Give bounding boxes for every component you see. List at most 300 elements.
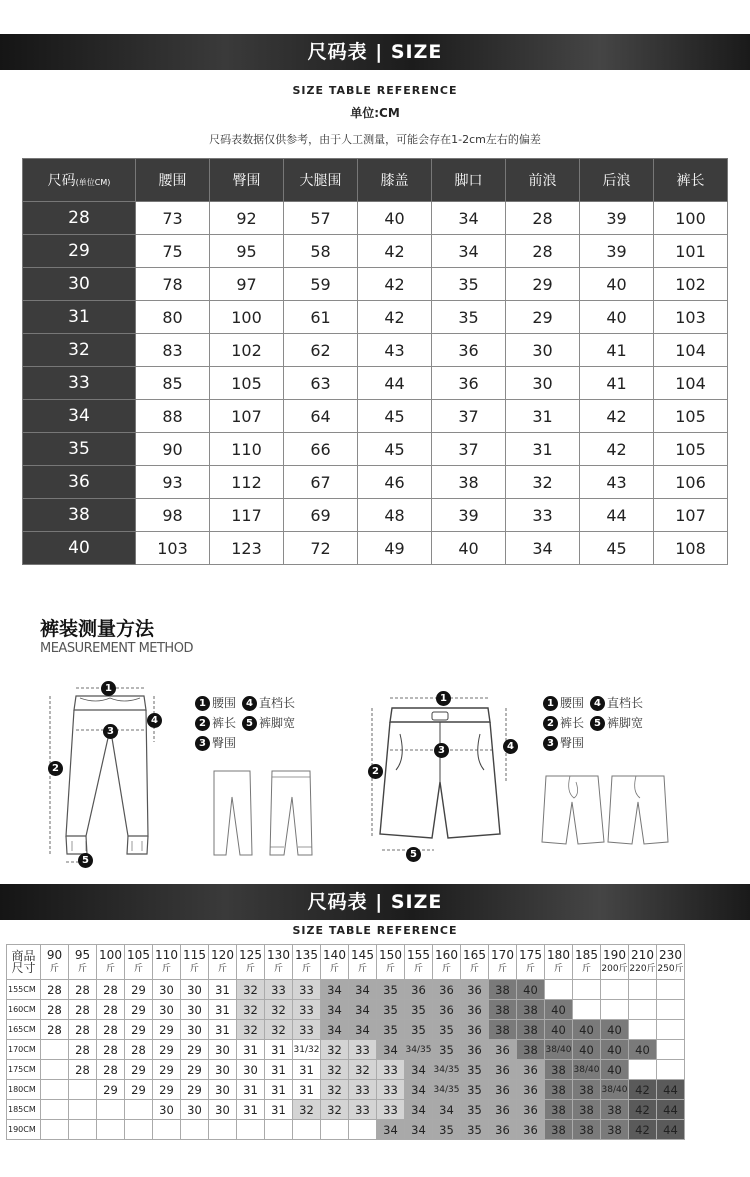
grid-cell: 28 [97,1060,125,1080]
size-table-cell: 36 [432,334,506,367]
size-table-cell: 45 [358,433,432,466]
grid-cell [69,1100,97,1120]
legend-text: 裤脚宽 [259,716,296,730]
size-table-cell: 40 [358,202,432,235]
grid-cell: 32 [293,1100,321,1120]
grid-cell: 35 [433,1040,461,1060]
grid-cell: 34 [349,1020,377,1040]
shorts-sketches [540,768,670,848]
size-table-cell: 39 [580,235,654,268]
size-table-cell: 98 [136,499,210,532]
weight-unit: 斤 [245,964,255,974]
size-table-cell: 39 [580,202,654,235]
grid-weight-header [265,945,293,980]
grid-corner-header [7,945,41,980]
weight-unit: 斤 [553,964,563,974]
grid-cell: 38 [489,1000,517,1020]
legend-text: 腰围 [560,696,585,710]
legend-number-badge: 4 [590,696,605,711]
grid-cell: 34/35 [433,1080,461,1100]
grid-cell: 28 [69,980,97,1000]
grid-cell: 38 [489,980,517,1000]
grid-cell: 33 [377,1080,405,1100]
grid-cell [69,1080,97,1100]
grid-header [7,945,685,980]
size-table-cell: 100 [654,202,728,235]
size-label: 29 [23,235,136,268]
legend-text: 直档长 [607,696,644,710]
size-table-reference-bottom: SIZE TABLE REFERENCE [292,924,458,937]
grid-cell: 36 [461,1000,489,1020]
legend-text: 裤长 [212,716,237,730]
size-table-cell: 30 [506,367,580,400]
grid-cell: 42 [629,1100,657,1120]
weight-unit: 200斤 [601,964,628,974]
grid-cell: 38 [601,1100,629,1120]
size-table-cell: 46 [358,466,432,499]
grid-cell: 34 [349,1000,377,1020]
size-table-row [23,334,728,367]
grid-weight-header [517,945,545,980]
grid-cell: 28 [69,1060,97,1080]
grid-cell: 40 [629,1040,657,1060]
grid-weight-header [461,945,489,980]
size-table-cell: 44 [358,367,432,400]
grid-cell [181,1120,209,1140]
size-table-row [23,367,728,400]
grid-cell: 30 [153,1000,181,1020]
unit-label: 单位:CM [350,106,400,120]
grid-cell: 34 [349,980,377,1000]
legend-number-badge: 2 [543,716,558,731]
size-table-column-header: 前浪 [506,159,580,202]
grid-cell: 30 [209,1060,237,1080]
grid-weight-header [601,945,629,980]
measurement-note: 尺码表数据仅供参考，由于人工测量，可能会存在1-2cm左右的偏差 [209,133,541,146]
grid-cell: 44 [657,1100,685,1120]
marker-4-shorts: 4 [503,739,518,754]
grid-cell: 29 [125,1080,153,1100]
legend-number-badge: 5 [242,716,257,731]
grid-cell: 40 [545,1020,573,1040]
grid-cell: 40 [573,1040,601,1060]
size-table-reference: SIZE TABLE REFERENCE [292,84,458,97]
grid-cell: 40 [517,980,545,1000]
grid-row [7,1080,685,1100]
weight-unit: 斤 [581,964,591,974]
size-table-cell: 62 [284,334,358,367]
grid-cell: 33 [377,1100,405,1120]
grid-cell: 33 [349,1040,377,1060]
grid-cell: 38 [573,1080,601,1100]
grid-cell: 42 [629,1120,657,1140]
size-table-cell: 28 [506,235,580,268]
size-table-column-header: 臀围 [210,159,284,202]
size-table-cell: 42 [580,433,654,466]
legend-number-badge: 4 [242,696,257,711]
grid-cell: 28 [97,1040,125,1060]
grid-cell: 44 [657,1120,685,1140]
size-table-cell: 61 [284,301,358,334]
grid-cell [657,980,685,1000]
size-table-cell: 80 [136,301,210,334]
grid-cell: 33 [349,1080,377,1100]
grid-cell: 31 [265,1060,293,1080]
grid-cell: 28 [41,1020,69,1040]
weight-value: 125 [239,948,262,962]
grid-weight-header [293,945,321,980]
size-table-column-header: 裤长 [654,159,728,202]
weight-unit: 斤 [301,964,311,974]
size-table-cell: 102 [210,334,284,367]
grid-cell: 36 [405,980,433,1000]
grid-cell: 34 [405,1120,433,1140]
marker-1-shorts: 1 [436,691,451,706]
grid-cell [41,1080,69,1100]
grid-cell: 34 [377,1040,405,1060]
legend-text: 直档长 [259,696,296,710]
grid-weight-header [433,945,461,980]
legend-long-pants [195,693,301,753]
size-table-column-header: 后浪 [580,159,654,202]
grid-cell: 31 [293,1060,321,1080]
shorts-diagram [360,688,520,868]
legend-number-badge: 1 [543,696,558,711]
grid-cell: 30 [181,980,209,1000]
size-table-cell: 45 [358,400,432,433]
grid-weight-header [629,945,657,980]
grid-cell [657,1040,685,1060]
grid-cell: 29 [125,980,153,1000]
weight-unit: 斤 [105,964,115,974]
size-table-cell: 103 [136,532,210,565]
height-weight-grid [6,944,685,1140]
grid-weight-header [489,945,517,980]
size-table-cell: 112 [210,466,284,499]
weight-unit: 斤 [469,964,479,974]
grid-cell: 29 [153,1080,181,1100]
grid-cell: 32 [349,1060,377,1080]
legend-text: 臀围 [212,736,237,750]
grid-cell [629,980,657,1000]
grid-cell: 38 [517,1020,545,1040]
grid-cell: 36 [517,1060,545,1080]
grid-cell: 30 [181,1100,209,1120]
size-banner-bottom: 尺码表 | SIZE [0,884,750,920]
legend-number-badge: 3 [543,736,558,751]
grid-cell: 31 [265,1040,293,1060]
weight-value: 135 [295,948,318,962]
size-table-column-header: 膝盖 [358,159,432,202]
grid-cell: 32 [237,980,265,1000]
weight-unit: 斤 [525,964,535,974]
weight-value: 155 [407,948,430,962]
grid-cell: 42 [629,1080,657,1100]
grid-cell [601,1000,629,1020]
legend-item [543,716,584,730]
size-table-row [23,268,728,301]
weight-unit: 斤 [413,964,423,974]
size-table-cell: 97 [210,268,284,301]
grid-cell: 35 [461,1060,489,1080]
weight-unit: 斤 [161,964,171,974]
marker-2-long: 2 [48,761,63,776]
weight-unit: 220斤 [629,964,656,974]
size-table-cell: 38 [432,466,506,499]
marker-5-long: 5 [78,853,93,868]
grid-height-label: 185CM [7,1100,41,1120]
legend-item [195,716,236,730]
grid-cell [629,1060,657,1080]
size-table-cell: 107 [210,400,284,433]
weight-value: 165 [463,948,486,962]
grid-cell: 29 [125,1060,153,1080]
grid-weight-header [657,945,685,980]
grid-cell: 31 [293,1080,321,1100]
size-table-cell: 92 [210,202,284,235]
grid-row [7,1040,685,1060]
weight-unit: 斤 [189,964,199,974]
grid-weight-header [377,945,405,980]
size-table-cell: 34 [432,235,506,268]
grid-height-label: 190CM [7,1120,41,1140]
grid-cell: 30 [181,1000,209,1020]
grid-cell: 36 [433,980,461,1000]
grid-cell: 28 [41,980,69,1000]
legend-item [195,696,236,710]
grid-cell: 36 [461,980,489,1000]
grid-cell: 40 [601,1060,629,1080]
legend-text: 裤长 [560,716,585,730]
grid-row [7,1100,685,1120]
weight-unit: 斤 [385,964,395,974]
size-table-cell: 108 [654,532,728,565]
size-table-cell: 107 [654,499,728,532]
grid-cell [153,1120,181,1140]
grid-cell: 40 [601,1020,629,1040]
size-table-cell: 66 [284,433,358,466]
size-table-cell: 43 [358,334,432,367]
size-table-cell: 31 [506,433,580,466]
size-table-cell: 67 [284,466,358,499]
grid-cell [237,1120,265,1140]
grid-cell: 28 [97,980,125,1000]
size-table-cell: 104 [654,334,728,367]
grid-cell: 36 [517,1120,545,1140]
grid-cell: 28 [69,1000,97,1020]
grid-cell: 35 [377,1000,405,1020]
measurement-subtitle: MEASUREMENT METHOD [40,641,193,656]
grid-cell [97,1100,125,1120]
size-table-cell: 35 [432,268,506,301]
size-table-cell: 31 [506,400,580,433]
grid-cell: 35 [461,1120,489,1140]
size-label: 40 [23,532,136,565]
grid-cell: 31 [209,1000,237,1020]
grid-cell: 38 [573,1100,601,1120]
grid-cell: 30 [209,1040,237,1060]
grid-cell: 40 [545,1000,573,1020]
grid-weight-header [153,945,181,980]
weight-value: 170 [491,948,514,962]
size-table-cell: 43 [580,466,654,499]
grid-cell: 29 [125,1000,153,1020]
size-table-cell: 102 [654,268,728,301]
size-table-cell: 83 [136,334,210,367]
weight-value: 210 [631,948,654,962]
legend-text: 臀围 [560,736,585,750]
grid-cell: 34 [405,1100,433,1120]
size-table-cell: 41 [580,367,654,400]
grid-cell: 32 [321,1060,349,1080]
grid-weight-header [321,945,349,980]
grid-cell: 36 [433,1000,461,1020]
size-table-cell: 101 [654,235,728,268]
grid-cell: 35 [377,1020,405,1040]
grid-cell: 30 [209,1100,237,1120]
grid-cell [97,1120,125,1140]
size-table-cell: 32 [506,466,580,499]
size-label: 32 [23,334,136,367]
grid-corner-label: 尺寸 [11,961,36,975]
size-table-cell: 33 [506,499,580,532]
grid-weight-header [237,945,265,980]
marker-5-shorts: 5 [406,847,421,862]
weight-value: 180 [547,948,570,962]
weight-value: 185 [575,948,598,962]
grid-weight-header [349,945,377,980]
size-table-row [23,202,728,235]
grid-cell: 34/35 [405,1040,433,1060]
grid-cell: 28 [97,1000,125,1020]
weight-value: 115 [183,948,206,962]
legend-number-badge: 3 [195,736,210,751]
weight-unit: 斤 [133,964,143,974]
size-table-cell: 37 [432,433,506,466]
weight-value: 145 [351,948,374,962]
size-table-cell: 93 [136,466,210,499]
size-table-cell: 42 [580,400,654,433]
size-table-cell: 40 [432,532,506,565]
grid-weight-header [97,945,125,980]
size-header-unit: (单位CM) [75,178,111,187]
grid-corner-label: 商品 [11,949,36,963]
grid-cell: 28 [69,1020,97,1040]
legend-item [195,736,236,750]
grid-cell: 36 [517,1080,545,1100]
size-label: 36 [23,466,136,499]
legend-line [543,713,649,733]
size-label: 28 [23,202,136,235]
size-label: 38 [23,499,136,532]
size-table-cell: 78 [136,268,210,301]
size-table-cell: 29 [506,268,580,301]
grid-weight-header [181,945,209,980]
grid-row [7,1000,685,1020]
grid-cell [209,1120,237,1140]
size-table-row [23,466,728,499]
grid-cell: 31 [237,1100,265,1120]
grid-height-label: 155CM [7,980,41,1000]
weight-value: 120 [211,948,234,962]
legend-item [242,696,295,710]
grid-cell: 33 [293,1000,321,1020]
weight-value: 150 [379,948,402,962]
grid-cell [657,1000,685,1020]
grid-cell: 31 [237,1040,265,1060]
grid-cell: 36 [517,1100,545,1120]
legend-text: 腰围 [212,696,237,710]
grid-cell [321,1120,349,1140]
size-table-cell: 40 [580,301,654,334]
weight-unit: 斤 [77,964,87,974]
legend-number-badge: 5 [590,716,605,731]
grid-cell: 28 [69,1040,97,1060]
legend-number-badge: 2 [195,716,210,731]
grid-cell: 28 [97,1020,125,1040]
grid-cell [573,980,601,1000]
size-table-cell: 106 [654,466,728,499]
size-table-cell: 88 [136,400,210,433]
grid-cell: 29 [181,1060,209,1080]
size-table-row [23,433,728,466]
weight-value: 175 [519,948,542,962]
grid-cell: 36 [461,1020,489,1040]
size-table-cell: 95 [210,235,284,268]
size-table-cell: 34 [506,532,580,565]
grid-cell: 29 [97,1080,125,1100]
size-label: 33 [23,367,136,400]
size-table-cell: 35 [432,301,506,334]
marker-1-long: 1 [101,681,116,696]
grid-cell [629,1000,657,1020]
size-table-cell: 75 [136,235,210,268]
weight-value: 105 [127,948,150,962]
size-banner: 尺码表 | SIZE [0,34,750,70]
weight-unit: 斤 [497,964,507,974]
size-table-cell: 63 [284,367,358,400]
grid-cell: 29 [181,1040,209,1060]
grid-height-label: 160CM [7,1000,41,1020]
size-table-cell: 40 [580,268,654,301]
size-table-cell: 30 [506,334,580,367]
grid-cell: 31 [237,1080,265,1100]
size-table-cell: 72 [284,532,358,565]
grid-cell: 30 [209,1080,237,1100]
size-table-cell: 37 [432,400,506,433]
weight-value: 100 [99,948,122,962]
grid-cell: 29 [125,1020,153,1040]
grid-cell: 38 [517,1000,545,1020]
size-table-cell: 73 [136,202,210,235]
weight-value: 110 [155,948,178,962]
grid-cell: 32 [265,1020,293,1040]
size-column-header [23,159,136,202]
size-table-cell: 39 [432,499,506,532]
grid-cell: 34 [321,1000,349,1020]
size-table-cell: 34 [432,202,506,235]
size-table-row [23,532,728,565]
grid-cell [125,1100,153,1120]
grid-cell: 30 [153,1100,181,1120]
size-table-cell: 58 [284,235,358,268]
grid-cell: 35 [433,1020,461,1040]
grid-cell [265,1120,293,1140]
grid-cell: 33 [377,1060,405,1080]
grid-cell: 40 [601,1040,629,1060]
grid-cell: 34 [377,1120,405,1140]
grid-cell: 31/32 [293,1040,321,1060]
